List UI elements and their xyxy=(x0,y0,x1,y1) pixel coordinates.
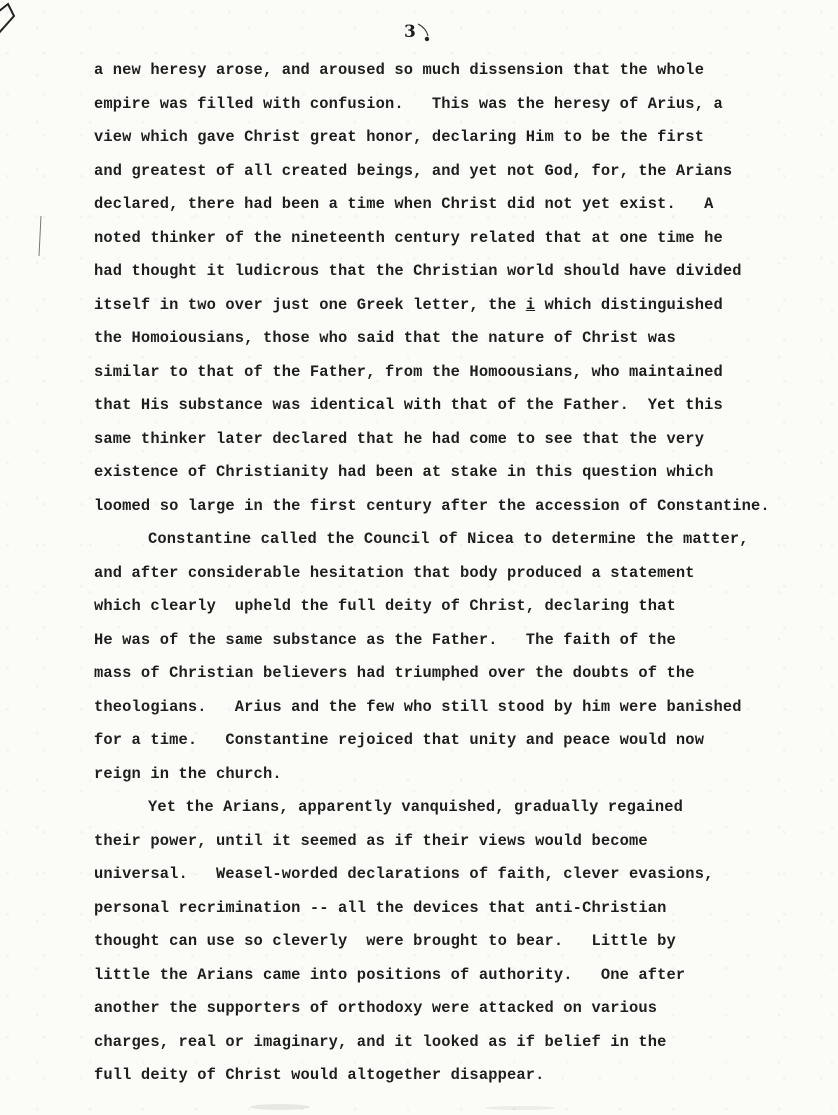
text-line: existence of Christianity had been at stake in this question which xyxy=(94,463,714,481)
text-line: universal. Weasel-worded declarations of faith, clever evasions, xyxy=(94,865,714,883)
text-line: view which gave Christ great honor, declaring Him to be the first xyxy=(94,128,705,146)
text-line: declared, there had been a time when Christ did not yet exist. A xyxy=(94,195,714,213)
text-line: their power, until it seemed as if their views would become xyxy=(94,831,648,850)
underlined-letter: i xyxy=(525,295,536,314)
text-line: which clearly upheld the full deity of Christ, declaring that xyxy=(94,597,676,615)
text-line: the Homoiousians, those who said that the nature of Christ was xyxy=(94,329,676,347)
page-number: 3 xyxy=(404,22,416,42)
text-line xyxy=(94,294,838,328)
text-line: empire was filled with confusion. This was the heresy of Arius, a xyxy=(94,94,723,113)
text-line: that His substance was identical with that of the Father. Yet this xyxy=(94,396,723,414)
text-line: charges, real or imaginary, and it looked as if belief in the xyxy=(94,1032,667,1051)
text-line: same thinker later declared that he had come to see that the very xyxy=(94,429,705,448)
paragraph-start-line: Yet the Arians, apparently vanquished, gradually regained xyxy=(148,798,683,816)
handwritten-mark xyxy=(416,20,432,46)
text-line: full deity of Christ would altogether disappear. xyxy=(94,1066,545,1084)
body-text xyxy=(94,59,838,1098)
text-line: He was of the same substance as the Father. The faith of the xyxy=(94,630,676,649)
scan-smudge xyxy=(250,1104,310,1110)
text-line: a new heresy arose, and aroused so much dissension that the whole xyxy=(94,61,705,79)
text-line: reign in the church. xyxy=(94,764,282,783)
text-segment: which distinguished xyxy=(535,295,723,314)
margin-pencil-mark xyxy=(38,216,42,256)
corner-fold-mark xyxy=(0,2,20,36)
text-line: for a time. Constantine rejoiced that unity and peace would now xyxy=(94,731,705,749)
text-line: had thought it ludicrous that the Christian world should have divided xyxy=(94,262,742,280)
text-line: loomed so large in the first century after the accession of Constantine. xyxy=(94,496,770,515)
scan-smudge xyxy=(485,1106,555,1110)
text-line: and after considerable hesitation that body produced a statement xyxy=(94,563,695,582)
text-line: little the Arians came into positions of authority. One after xyxy=(94,965,686,984)
paragraph-start-line: Constantine called the Council of Nicea to determine the matter, xyxy=(148,530,749,548)
text-line: similar to that of the Father, from the Homoousians, who maintained xyxy=(94,362,723,381)
text-line: thought can use so cleverly were brought to bear. Little by xyxy=(94,932,676,950)
text-line: theologians. Arius and the few who still stood by him were banished xyxy=(94,697,742,716)
text-line: and greatest of all created beings, and yet not God, for, the Arians xyxy=(94,161,733,180)
text-line: another the supporters of orthodoxy were attacked on various xyxy=(94,999,658,1017)
text-line: noted thinker of the nineteenth century related that at one time he xyxy=(94,228,723,247)
text-segment: itself in two over just one Greek letter, the xyxy=(94,295,526,314)
text-line: personal recrimination -- all the devices that anti-Christian xyxy=(94,898,667,917)
text-line: mass of Christian believers had triumphed over the doubts of the xyxy=(94,664,695,682)
